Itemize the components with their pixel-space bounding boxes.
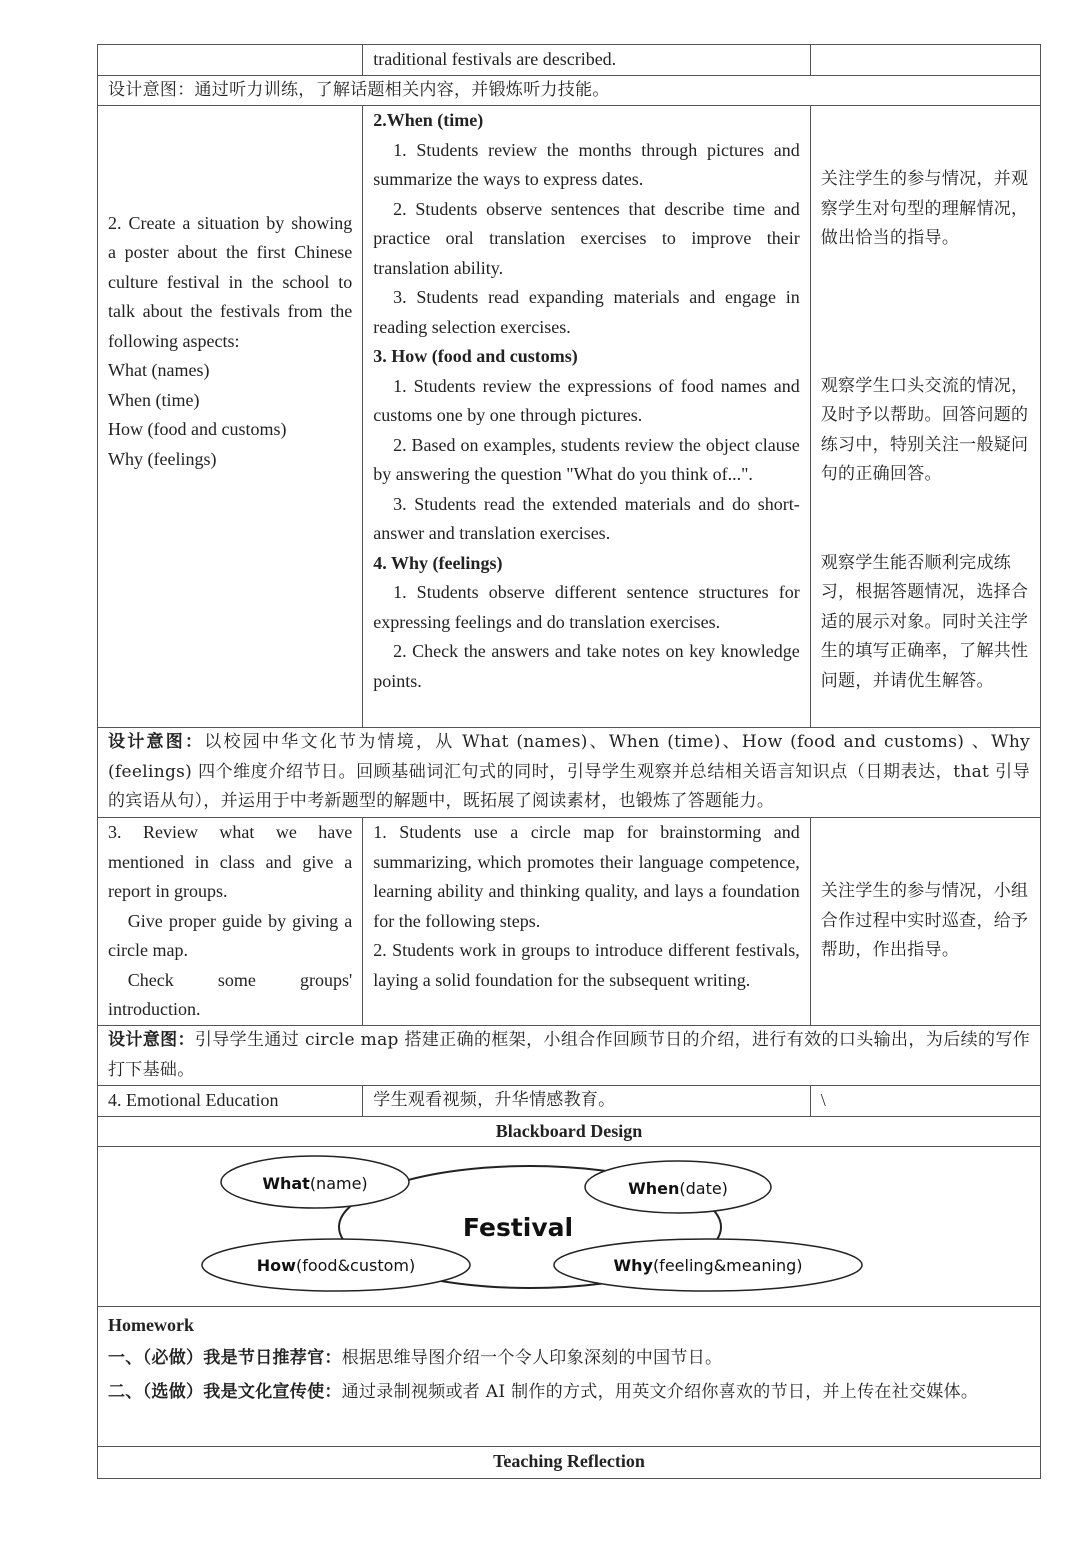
design-intent-row: [98, 1026, 1041, 1086]
step-3-item: 1. Students use a circle map for brainstorming and summarizing, which promotes their language competence, learning ability and thinking quality, and lays a foundation for the following steps.: [373, 822, 800, 931]
note-1: 关注学生的参与情况，并观察学生对句型的理解情况，做出恰当的指导。: [820, 169, 1029, 248]
step-3-intro: 3. Review what we have mentioned in class and give a report in groups.: [108, 822, 353, 901]
when-item: 3. Students read expanding materials and engage in reading selection exercises.: [373, 287, 800, 337]
aspect-what: What (names): [108, 360, 210, 381]
step-2-intro: 2. Create a situation by showing a poster about the first Chinese culture festival in the school to talk about the festivals from the following aspects:: [108, 212, 353, 351]
design-intent-label: 设计意图：: [108, 1030, 195, 1050]
design-intent-1: 设计意图：通过听力训练，了解话题相关内容，并锻炼听力技能。: [98, 75, 1041, 106]
note-3: 观察学生能否顺利完成练习，根据答题情况，选择合适的展示对象。同时关注学生的填写正确率，了解共性问题，并请优生解答。: [820, 552, 1029, 691]
note-2: 观察学生口头交流的情况，及时予以帮助。回答问题的练习中，特别关注一般疑问句的正确回答。: [820, 375, 1029, 484]
step-3-left: [98, 818, 363, 1026]
why-label: Why(feeling&meaning): [613, 1256, 803, 1275]
when-item: 2. Students observe sentences that describe time and practice oral translation exercises to improve their translation ability.: [373, 198, 800, 278]
step-4-row: [98, 1086, 1041, 1117]
step-4-middle: 学生观看视频，升华情感教育。: [363, 1086, 810, 1117]
note-4: 关注学生的参与情况，小组合作过程中实时巡查，给予帮助，作出指导。: [820, 881, 1029, 961]
step-4-right: \: [810, 1086, 1040, 1117]
design-intent-text: 以校园中华文化节为情境，从 What (names)、When (time)、How (food and customs) 、Why (feelings) 四个维度介绍节日。回顾基础词汇句式的同时，引导学生观察并总结相关语言知识点（日期表达，that 引导的宾语从句），并运用于中考新题型的解题中，既拓展了阅读素材，也锻炼了答题能力。: [108, 732, 1031, 811]
blackboard-design: [98, 1147, 1041, 1307]
cell-empty: [98, 45, 363, 76]
design-intent-text: 引导学生通过 circle map 搭建正确的框架，小组合作回顾节日的介绍，进行有效的口头输出，为后续的写作打下基础。: [108, 1030, 1031, 1080]
homework-item-text: 通过录制视频或者 AI 制作的方式，用英文介绍你喜欢的节日，并上传在社交媒体。: [341, 1381, 979, 1402]
step-3-item: 2. Students work in groups to introduce different festivals, laying a solid foundation for the subsequent writing.: [373, 940, 800, 990]
what-label: What(name): [262, 1174, 368, 1193]
why-item: 2. Check the answers and take notes on key knowledge points.: [373, 641, 800, 691]
lesson-plan-table: [97, 44, 1041, 1479]
blackboard-row: [98, 1147, 1041, 1307]
lesson-plan-page: [97, 44, 1041, 1479]
step-2-activities: [363, 106, 810, 728]
how-item: 1. Students review the expressions of food names and customs one by one through pictures.: [373, 375, 800, 425]
homework-item-text: 根据思维导图介绍一个令人印象深刻的中国节日。: [341, 1347, 723, 1368]
circle-map-diagram: [98, 1147, 1040, 1305]
aspect-how: How (food and customs): [108, 419, 287, 440]
step-3-note: [810, 818, 1040, 1026]
step-3-check: Check some groups' introduction.: [108, 969, 353, 1019]
homework-item-2: [108, 1375, 1030, 1409]
aspect-why: Why (feelings): [108, 448, 217, 469]
table-row: [98, 45, 1041, 76]
why-title: 4. Why (feelings): [373, 552, 503, 573]
step-2-notes: [810, 106, 1040, 728]
homework-item-1: [108, 1341, 1030, 1375]
homework-section: [98, 1307, 1041, 1447]
how-item: 2. Based on examples, students review the object clause by answering the question "What do you think of...".: [373, 434, 800, 484]
cell-text: traditional festivals are described.: [363, 45, 810, 76]
design-intent-row: [98, 75, 1041, 106]
homework-item-label: 一、（必做）我是节日推荐官：: [108, 1347, 342, 1368]
aspect-when: When (time): [108, 389, 200, 410]
step-3-activities: [363, 818, 810, 1026]
how-title: 3. How (food and customs): [373, 346, 578, 366]
when-label: When(date): [628, 1179, 728, 1198]
when-title: 2.When (time): [373, 110, 484, 130]
step-4-left: 4. Emotional Education: [98, 1086, 363, 1117]
design-intent-3: [98, 1026, 1041, 1086]
design-intent-row: [98, 728, 1041, 818]
homework-title: Homework: [108, 1315, 194, 1335]
reflection-title-row: [98, 1447, 1041, 1479]
teaching-reflection-title: Teaching Reflection: [98, 1447, 1041, 1479]
how-label: How(food&custom): [256, 1256, 416, 1275]
cell-empty: [810, 45, 1040, 76]
blackboard-title-row: [98, 1116, 1041, 1147]
festival-label: Festival: [462, 1213, 574, 1242]
when-item: 1. Students review the months through pictures and summarize the ways to express dates.: [373, 139, 800, 189]
why-item: 1. Students observe different sentence structures for expressing feelings and do translation exercises.: [373, 582, 800, 632]
how-item: 3. Students read the extended materials and do short-answer and translation exercises.: [373, 493, 800, 543]
blackboard-title: Blackboard Design: [98, 1116, 1041, 1147]
design-intent-label: 设计意图：: [108, 732, 205, 752]
step-3-guide: Give proper guide by giving a circle map.: [108, 910, 353, 960]
homework-item-label: 二、（选做）我是文化宣传使：: [108, 1381, 342, 1402]
homework-row: [98, 1307, 1041, 1447]
step-3-row: [98, 818, 1041, 1026]
step-2-row: [98, 106, 1041, 728]
step-2-left: [98, 106, 363, 728]
design-intent-2: [98, 728, 1041, 818]
